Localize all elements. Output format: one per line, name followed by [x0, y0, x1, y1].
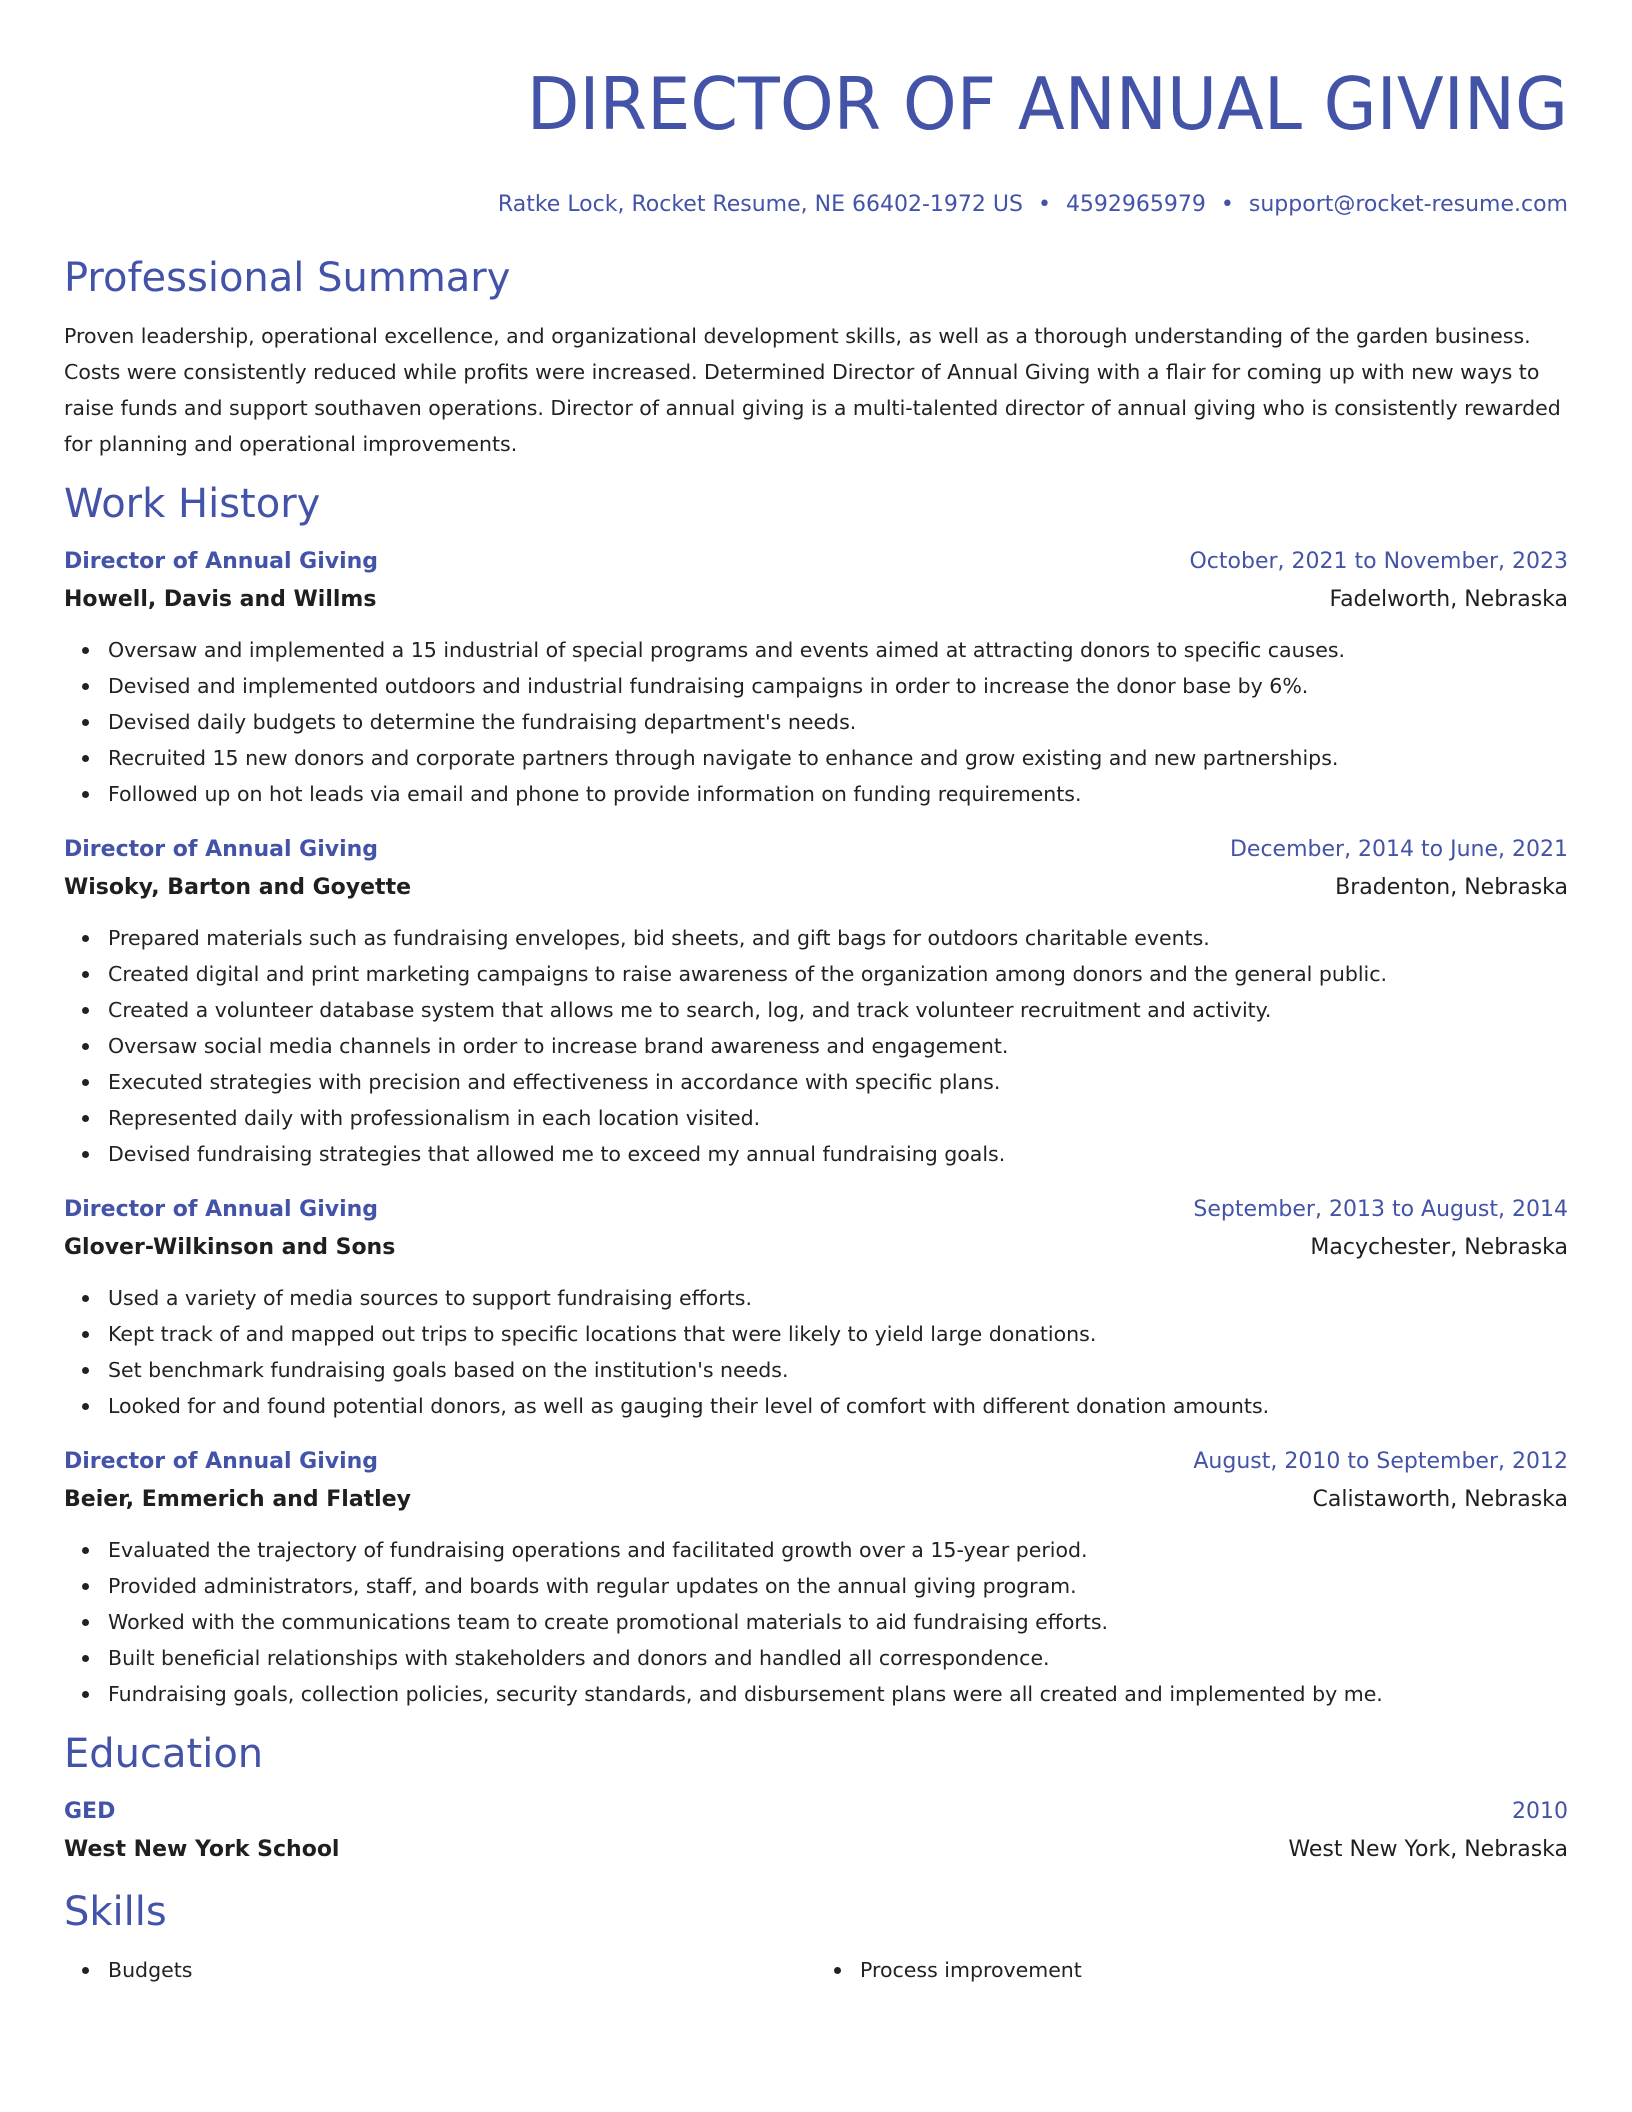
list-item: Created a volunteer database system that allows me to search, log, and track volunteer recruitment and activity. [108, 992, 1568, 1028]
job-company: Glover-Wilkinson and Sons [64, 1235, 396, 1260]
summary-text: Proven leadership, operational excellence, and organizational development skills, as well as a thorough understanding of the garden business. Costs were consistently reduced while profits were increased. Determined Director of Annual Giving with a flair for coming up with new ways to raise funds and support southaven operations. Director of annual giving is a multi-talented director of annual giving who is consistently rewarded for planning and operational improvements. [64, 324, 1561, 456]
job-bullets [64, 920, 1568, 1172]
job-title: Director of Annual Giving [64, 1449, 379, 1474]
skill-item: Budgets [108, 1952, 816, 1988]
list-item: Recruited 15 new donors and corporate partners through navigate to enhance and grow existing and new partnerships. [108, 740, 1568, 776]
list-item: Provided administrators, staff, and boards with regular updates on the annual giving program. [108, 1568, 1568, 1604]
education-subheader [64, 1830, 1568, 1870]
job-dates: September, 2013 to August, 2014 [1193, 1197, 1568, 1222]
list-item: Worked with the communications team to create promotional materials to aid fundraising efforts. [108, 1604, 1568, 1640]
skills-column-left [64, 1952, 816, 1988]
education-entry [64, 1794, 1568, 1870]
job-subheader [64, 1228, 1568, 1268]
list-item: Fundraising goals, collection policies, security standards, and disbursement plans were all created and implemented by me. [108, 1676, 1568, 1712]
skills-list [64, 1952, 1568, 1988]
list-item: Set benchmark fundraising goals based on the institution's needs. [108, 1352, 1568, 1388]
job-location: Bradenton, Nebraska [1335, 875, 1568, 900]
job-header [64, 1192, 1568, 1228]
list-item: Followed up on hot leads via email and phone to provide information on funding requirements. [108, 776, 1568, 812]
job-entry [64, 1444, 1568, 1712]
list-item: Looked for and found potential donors, as well as gauging their level of comfort with different donation amounts. [108, 1388, 1568, 1424]
list-item: Devised fundraising strategies that allowed me to exceed my annual fundraising goals. [108, 1136, 1568, 1172]
skills-heading: Skills [64, 1889, 167, 1935]
education-year: 2010 [1512, 1799, 1568, 1824]
job-header [64, 832, 1568, 868]
skill-item: Process improvement [860, 1952, 1568, 1988]
job-title: Director of Annual Giving [64, 1197, 379, 1222]
list-item: Oversaw social media channels in order to increase brand awareness and engagement. [108, 1028, 1568, 1064]
summary-heading: Professional Summary [64, 255, 511, 301]
education-heading: Education [64, 1731, 264, 1777]
contact-separator: • [1220, 192, 1234, 217]
list-item: Prepared materials such as fundraising envelopes, bid sheets, and gift bags for outdoors charitable events. [108, 920, 1568, 956]
job-bullets [64, 1280, 1568, 1424]
job-company: Wisoky, Barton and Goyette [64, 875, 412, 900]
list-item: Created digital and print marketing campaigns to raise awareness of the organization among donors and the general public. [108, 956, 1568, 992]
contact-separator: • [1037, 192, 1051, 217]
list-item: Represented daily with professionalism in each location visited. [108, 1100, 1568, 1136]
list-item: Evaluated the trajectory of fundraising operations and facilitated growth over a 15-year period. [108, 1532, 1568, 1568]
job-title: Director of Annual Giving [64, 837, 379, 862]
education-degree: GED [64, 1799, 116, 1824]
job-subheader [64, 868, 1568, 908]
education-school: West New York School [64, 1837, 340, 1862]
education-location: West New York, Nebraska [1288, 1837, 1568, 1862]
job-company: Howell, Davis and Willms [64, 587, 377, 612]
job-bullets [64, 1532, 1568, 1712]
list-item: Devised daily budgets to determine the fundraising department's needs. [108, 704, 1568, 740]
job-title: Director of Annual Giving [64, 549, 379, 574]
list-item: Oversaw and implemented a 15 industrial of special programs and events aimed at attracting donors to specific causes. [108, 632, 1568, 668]
work-history-heading: Work History [64, 481, 321, 527]
education-header [64, 1794, 1568, 1830]
job-entry [64, 544, 1568, 812]
job-entry [64, 832, 1568, 1172]
contact-phone: 4592965979 [1065, 192, 1206, 217]
job-subheader [64, 580, 1568, 620]
skills-column-right [816, 1952, 1568, 1988]
list-item: Used a variety of media sources to support fundraising efforts. [108, 1280, 1568, 1316]
job-company: Beier, Emmerich and Flatley [64, 1487, 411, 1512]
job-dates: August, 2010 to September, 2012 [1193, 1449, 1568, 1474]
job-location: Macychester, Nebraska [1310, 1235, 1568, 1260]
list-item: Devised and implemented outdoors and industrial fundraising campaigns in order to increase the donor base by 6%. [108, 668, 1568, 704]
resume-title: DIRECTOR OF ANNUAL GIVING [526, 62, 1568, 146]
job-location: Fadelworth, Nebraska [1329, 587, 1568, 612]
job-header [64, 544, 1568, 580]
job-entry [64, 1192, 1568, 1424]
contact-line [64, 190, 1568, 220]
list-item: Built beneficial relationships with stakeholders and donors and handled all correspondence. [108, 1640, 1568, 1676]
job-dates: October, 2021 to November, 2023 [1189, 549, 1568, 574]
contact-email[interactable]: support@rocket-resume.com [1248, 192, 1568, 217]
job-subheader [64, 1480, 1568, 1520]
job-dates: December, 2014 to June, 2021 [1229, 837, 1568, 862]
list-item: Executed strategies with precision and effectiveness in accordance with specific plans. [108, 1064, 1568, 1100]
job-header [64, 1444, 1568, 1480]
job-location: Calistaworth, Nebraska [1312, 1487, 1568, 1512]
list-item: Kept track of and mapped out trips to specific locations that were likely to yield large donations. [108, 1316, 1568, 1352]
contact-address: Ratke Lock, Rocket Resume, NE 66402-1972 US [497, 192, 1023, 217]
job-bullets [64, 632, 1568, 812]
